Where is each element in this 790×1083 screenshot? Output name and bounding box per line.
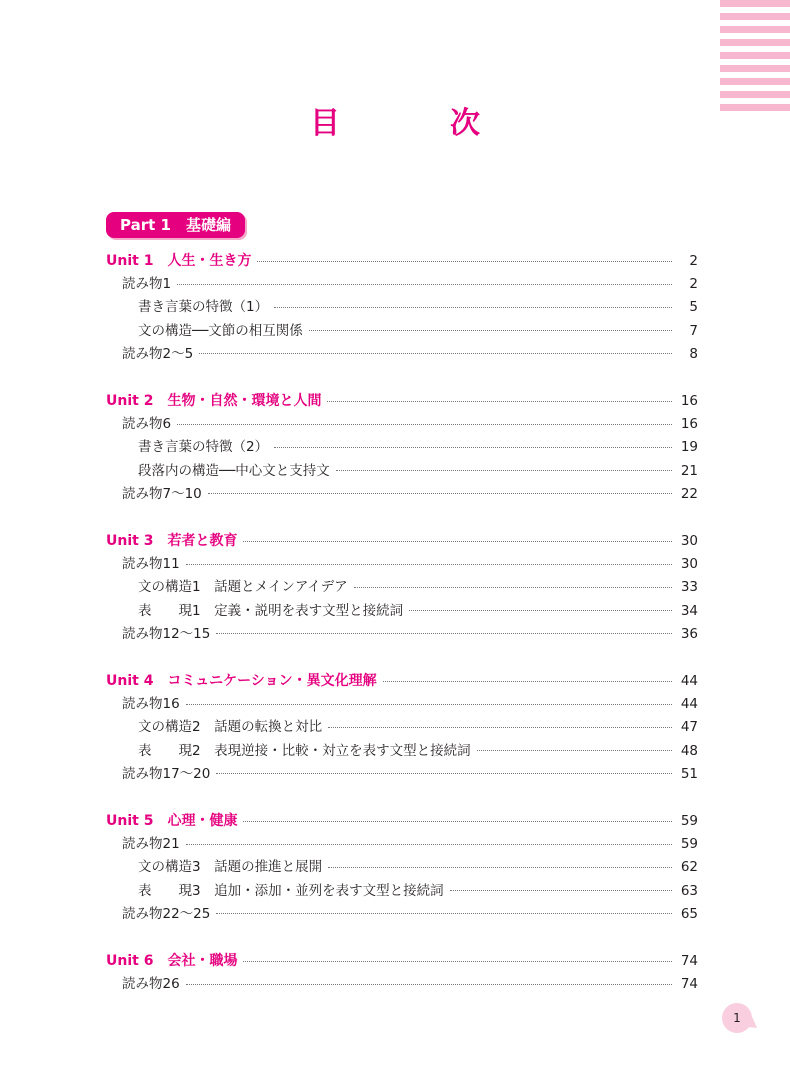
toc-entry[interactable] [106, 856, 698, 878]
toc-entry[interactable] [106, 623, 698, 645]
toc-entry-page: 62 [680, 859, 698, 876]
unit-heading[interactable] [106, 390, 698, 412]
toc-entry-label: 書き言葉の特徴（1） [138, 299, 269, 316]
page-title: 目 次 [310, 106, 520, 141]
toc-entry-page: 19 [680, 439, 698, 456]
dot-leader [477, 750, 672, 751]
toc-entry-label: Unit 4 コミュニケーション・異文化理解 [106, 673, 377, 689]
toc-entry-page: 74 [680, 953, 698, 969]
toc-entry-page: 74 [680, 976, 698, 993]
dot-leader [450, 890, 672, 891]
dot-leader [383, 681, 672, 682]
dot-leader [274, 447, 672, 448]
toc-entry-label: 読み物12〜15 [122, 625, 211, 642]
toc-entry-page: 51 [680, 765, 698, 782]
toc-entry-page: 59 [680, 836, 698, 853]
toc-entry[interactable] [106, 903, 698, 925]
toc-entry-page: 22 [680, 485, 698, 502]
toc-entry-page: 44 [680, 673, 698, 689]
toc-entry[interactable] [106, 413, 698, 435]
toc-entry[interactable] [106, 460, 698, 482]
toc-entry-label: 文の構造2 話題の転換と対比 [138, 719, 323, 736]
toc-entry-label: Unit 1 人生・生き方 [106, 253, 252, 269]
toc-entry-page: 48 [680, 742, 698, 759]
dot-leader [328, 867, 672, 868]
toc-entry-label: 読み物21 [122, 836, 180, 853]
dot-leader [309, 330, 672, 331]
dot-leader [216, 913, 672, 914]
page-number: 1 [722, 1003, 752, 1033]
toc-entry-label: 表 現2 表現逆接・比較・対立を表す文型と接続詞 [138, 742, 471, 759]
dot-leader [257, 261, 672, 262]
toc-entry-page: 2 [689, 253, 698, 269]
toc-entry-page: 21 [680, 462, 698, 479]
toc-entry-page: 59 [680, 813, 698, 829]
dot-leader [243, 541, 672, 542]
unit-heading[interactable] [106, 670, 698, 692]
dot-leader [177, 424, 672, 425]
toc-entry-label: Unit 6 会社・職場 [106, 953, 238, 969]
dot-leader [177, 284, 672, 285]
toc-entry-page: 65 [680, 905, 698, 922]
toc-entry[interactable] [106, 716, 698, 738]
toc-entry[interactable] [106, 296, 698, 318]
toc-entry-label: 読み物26 [122, 976, 180, 993]
dot-leader [186, 984, 672, 985]
dot-leader [199, 353, 672, 354]
toc-entry-label: 読み物2〜5 [122, 345, 194, 362]
toc-entry-label: 段落内の構造──中心文と支持文 [138, 462, 330, 479]
toc-entry[interactable] [106, 600, 698, 622]
toc-entry[interactable] [106, 880, 698, 902]
toc-entry-label: 読み物7〜10 [122, 485, 202, 502]
unit-heading[interactable] [106, 250, 698, 272]
toc-entry-label: Unit 5 心理・健康 [106, 813, 238, 829]
toc-entry[interactable] [106, 320, 698, 342]
unit-heading[interactable] [106, 530, 698, 552]
toc-entry-page: 63 [680, 882, 698, 899]
toc-entry[interactable] [106, 576, 698, 598]
toc-entry-label: Unit 3 若者と教育 [106, 533, 238, 549]
dot-leader [336, 470, 672, 471]
toc-entry-label: 文の構造──文節の相互関係 [138, 322, 303, 339]
dot-leader [186, 844, 672, 845]
unit-heading[interactable] [106, 810, 698, 832]
part-badge: Part 1 基礎編 [106, 212, 245, 238]
toc-entry-label: 読み物17〜20 [122, 765, 211, 782]
toc-entry[interactable] [106, 343, 698, 365]
toc-entry-label: 読み物1 [122, 276, 172, 293]
toc-entry[interactable] [106, 273, 698, 295]
toc-entry-page: 30 [680, 533, 698, 549]
dot-leader [354, 587, 672, 588]
toc-entry[interactable] [106, 833, 698, 855]
toc-entry[interactable] [106, 763, 698, 785]
dot-leader [328, 727, 672, 728]
toc-entry-label: 読み物22〜25 [122, 905, 211, 922]
toc-entry-page: 36 [680, 625, 698, 642]
dot-leader [186, 704, 672, 705]
toc-entry-page: 34 [680, 602, 698, 619]
dot-leader [274, 307, 672, 308]
toc-entry-page: 16 [680, 416, 698, 433]
toc-entry-label: 表 現3 追加・添加・並列を表す文型と接続詞 [138, 882, 444, 899]
toc-entry-page: 16 [680, 393, 698, 409]
dot-leader [243, 821, 672, 822]
dot-leader [208, 493, 672, 494]
toc-entry[interactable] [106, 693, 698, 715]
dot-leader [409, 610, 672, 611]
toc-entry-page: 7 [689, 322, 698, 339]
toc-entry-page: 33 [680, 579, 698, 596]
toc-entry-page: 47 [680, 719, 698, 736]
toc-entry-label: 書き言葉の特徴（2） [138, 439, 269, 456]
toc-entry-page: 5 [689, 299, 698, 316]
dot-leader [243, 961, 672, 962]
toc-entry-label: 読み物16 [122, 696, 180, 713]
dot-leader [186, 564, 672, 565]
toc-entry[interactable] [106, 436, 698, 458]
toc-entry-label: 読み物11 [122, 556, 180, 573]
dot-leader [216, 773, 672, 774]
toc-entry-label: 表 現1 定義・説明を表す文型と接続詞 [138, 602, 404, 619]
toc-entry[interactable] [106, 740, 698, 762]
toc-entry[interactable] [106, 973, 698, 995]
toc-entry-label: Unit 2 生物・自然・環境と人間 [106, 393, 322, 409]
toc-entry-page: 2 [689, 276, 698, 293]
toc-entry[interactable] [106, 483, 698, 505]
toc-entry-label: 文の構造1 話題とメインアイデア [138, 579, 348, 596]
dot-leader [216, 633, 672, 634]
toc-entry-page: 8 [689, 345, 698, 362]
toc-entry-page: 44 [680, 696, 698, 713]
unit-heading[interactable] [106, 950, 698, 972]
toc-entry-page: 30 [680, 556, 698, 573]
dot-leader [327, 401, 672, 402]
toc-entry-label: 読み物6 [122, 416, 172, 433]
toc-entry-label: 文の構造3 話題の推進と展開 [138, 859, 323, 876]
toc-entry[interactable] [106, 553, 698, 575]
